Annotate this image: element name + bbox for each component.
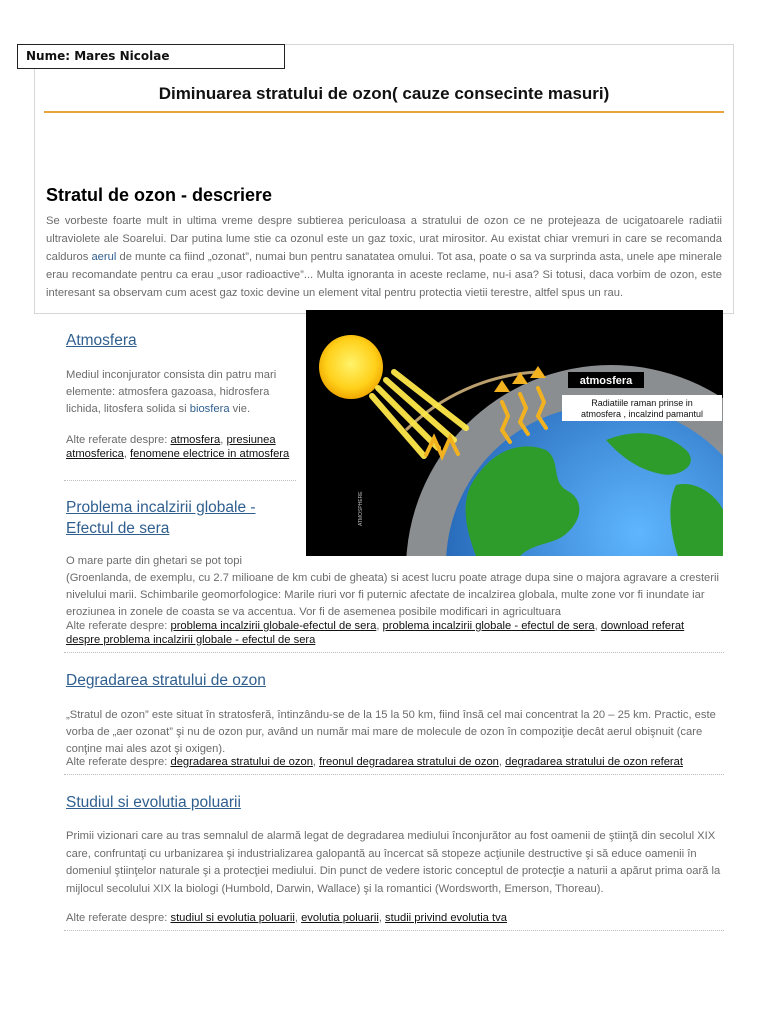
related-link[interactable]: presiunea atmosferica [66,434,276,460]
related-link[interactable]: atmosfera [170,434,221,446]
heading-studiul[interactable]: Studiul si evolutia poluarii [66,794,241,811]
studiul-related: Alte referate despre: studiul si evolutia poluarii, evolutia poluarii, studii privind evolutia tva [66,912,507,924]
label-atmosfera: atmosfera [579,375,633,387]
title-divider [44,111,724,113]
intro-paragraph: Se vorbeste foarte mult in ultima vreme despre subtierea periculoasa a stratului de ozon ce ne protejeaza de ucigatoarele radiatii ultraviolete ale Soarelui. Dar putina lume stie ca ozonul este un gaz toxic, urat mirositor. Au existat chiar vremuri in care se recomanda calduros aerul de munte ca fiind „ozonat”, numai bun pentru sanatatea omului. Tot asa, poate o sa va surprinda asta, unele ape minerale erau recomandate pentru ca erau „usor radioactive”... Multa ignoranta in aceste reclame, nu-i asa? Si totusi, daca vorbim de ozon, este interesant sa observam cum acest gaz toxic devine un element vital pentru protectia vietii terestre, altfel spus un rau. [46,215,722,299]
separator [64,930,724,931]
incalzire-related: Alte referate despre: problema incalzirii globale-efectul de sera, problema incalzirii globale - efectul de sera, download referat despre problema incalzirii globale - efectul de sera [66,620,685,646]
related-link[interactable]: studii privind evolutia tva [385,912,507,924]
degradarea-related: Alte referate despre: degradarea stratului de ozon, freonul degradarea stratului de ozon, degradarea stratului de ozon referat [66,756,683,768]
incalzire-text-line1: O mare parte din ghetari se pot topi [66,555,242,567]
biosfera-link[interactable]: biosfera [189,403,230,415]
related-link[interactable]: problema incalzirii globale - efectul de sera [382,620,595,632]
heading-degradarea[interactable]: Degradarea stratului de ozon [66,672,266,689]
heading-incalzire[interactable]: Problema incalzirii globale - Efectul de sera [66,499,256,537]
related-link[interactable]: download referat despre problema incalzirii globale - efectul de sera [66,620,685,646]
sun-icon [319,335,383,399]
related-link[interactable]: freonul degradarea stratului de ozon [319,756,499,768]
separator [64,480,296,481]
caption-line-1: Radiatiile raman prinse in [591,398,693,408]
related-link[interactable]: evolutia poluarii [301,912,379,924]
atmosfera-text: Mediul inconjurator consista din patru mari elemente: atmosfera gazoasa, hidrosfera lichida, litosfera solida si biosfera vie. [66,369,277,415]
atmosfera-related: Alte referate despre: atmosfera, presiunea atmosferica, fenomene electrice in atmosfera [66,434,290,460]
aerul-link[interactable]: aerul [91,251,117,263]
related-link[interactable]: fenomene electrice in atmosfera [130,447,290,460]
related-link[interactable]: studiul si evolutia poluarii [170,912,295,924]
separator [64,774,724,775]
greenhouse-illustration [306,310,723,556]
section-title: Stratul de ozon - descriere [46,185,273,205]
caption-line-2: atmosfera , incalzind pamantul [580,409,704,419]
page-title: Diminuarea stratului de ozon( cauze consecinte masuri) [158,84,610,103]
heading-atmosfera[interactable]: Atmosfera [66,332,137,349]
student-name-box: Nume: Mares Nicolae [17,44,285,69]
related-link[interactable]: problema incalzirii globale-efectul de sera [170,620,377,632]
image-credit: ATMOSPHERE [358,491,364,526]
incalzire-text: (Groenlanda, de exemplu, cu 2.7 milioane de km cubi de gheata) si acest lucru poate atrage dupa sine o majora agravare a cresterii nivelului marii. Schimbarile geomorfologice: Marile riuri vor fi puternic afectate de incalzirea globala, multe zone vor fi inundate iar eroziunea in zonele de coasta se va accentua. Vor fi de asemenea posibile modificari in agricultuara [66,572,719,618]
studiul-text: Primii vizionari care au tras semnalul de alarmă legat de degradarea mediului înconjurător au fost oamenii de ştiinţă din secolul XIX care, confruntaţi cu urbanizarea şi industrializarea galopantă au încercat să stopeze acţiunile destructive şi să educe oamenii în domeniul ştiinţelor naturale şi a protecţiei mediului. Din punct de vedere istoric conceptul de protecţie a naturii a apărut prima oară la mijlocul secolului XIX la biologi (Humbold, Darwin, Wallace) şi la romantici (Wordsworth, Emerson, Thoreau). [66,830,721,895]
separator [64,652,724,653]
related-link[interactable]: degradarea stratului de ozon [170,756,313,768]
degradarea-text: „Stratul de ozon” este situat în stratosferă, întinzându-se de la 15 la 50 km, fiind însă cel mai concentrat la 20 – 25 km. Practic, este vorba de „aer ozonat” şi nu de ozon pur, având un număr mai mare de molecule de ozon în compoziţie decât aerul obişnuit (care conţine mai ales azot şi oxigen). [66,709,716,755]
related-link[interactable]: degradarea stratului de ozon referat [505,756,683,768]
